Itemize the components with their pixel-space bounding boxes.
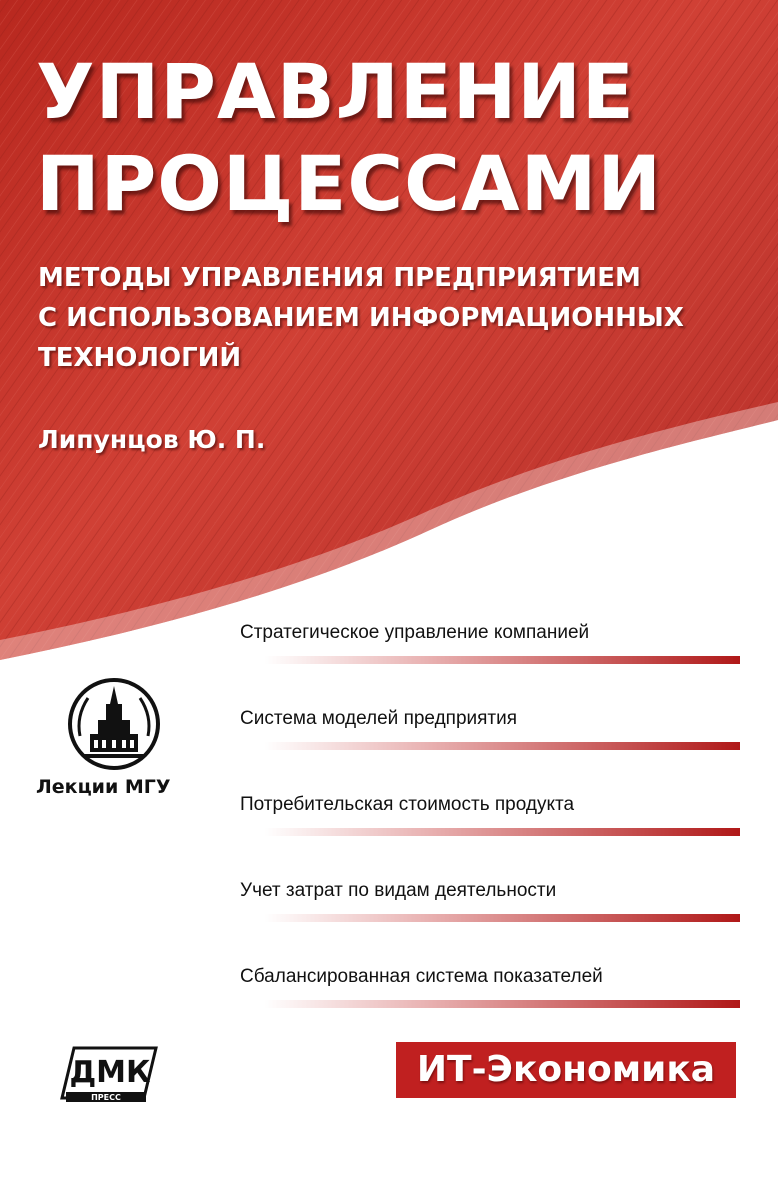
- book-subtitle: [38, 258, 684, 378]
- title-line: ПРОЦЕССАМИ: [36, 139, 662, 228]
- series-name-badge: ИТ-Экономика: [396, 1042, 736, 1098]
- subtitle-line: С ИСПОЛЬЗОВАНИЕМ ИНФОРМАЦИОННЫХ: [38, 303, 684, 333]
- topic-label: Стратегическое управление компанией: [240, 622, 590, 643]
- list-item: [240, 704, 740, 790]
- topic-label: Потребительская стоимость продукта: [240, 794, 575, 815]
- topic-underline: [264, 656, 740, 664]
- list-item: [240, 790, 740, 876]
- topic-underline: [264, 914, 740, 922]
- list-item: [240, 962, 740, 1048]
- list-item: [240, 618, 740, 704]
- publisher-logo-text: ДМК: [69, 1055, 151, 1090]
- topic-label: Система моделей предприятия: [240, 708, 518, 729]
- publisher-logo-subtext: ПРЕСС: [91, 1093, 121, 1102]
- dmk-press-logo-icon: [56, 1040, 162, 1106]
- topic-underline: [264, 828, 740, 836]
- title-line: УПРАВЛЕНИЕ: [36, 47, 635, 136]
- series-lectures-label: Лекции МГУ: [36, 776, 171, 798]
- subtitle-line: ТЕХНОЛОГИЙ: [38, 343, 242, 373]
- list-item: [240, 876, 740, 962]
- book-author: Липунцов Ю. П.: [38, 425, 266, 454]
- topic-label: Учет затрат по видам деятельности: [240, 880, 557, 901]
- book-title: [36, 46, 662, 230]
- msu-emblem-icon: [66, 676, 162, 772]
- topic-underline: [264, 1000, 740, 1008]
- topic-label: Сбалансированная система показателей: [240, 966, 603, 987]
- subtitle-line: МЕТОДЫ УПРАВЛЕНИЯ ПРЕДПРИЯТИЕМ: [38, 263, 641, 293]
- topic-underline: [264, 742, 740, 750]
- topic-list: [240, 618, 740, 1048]
